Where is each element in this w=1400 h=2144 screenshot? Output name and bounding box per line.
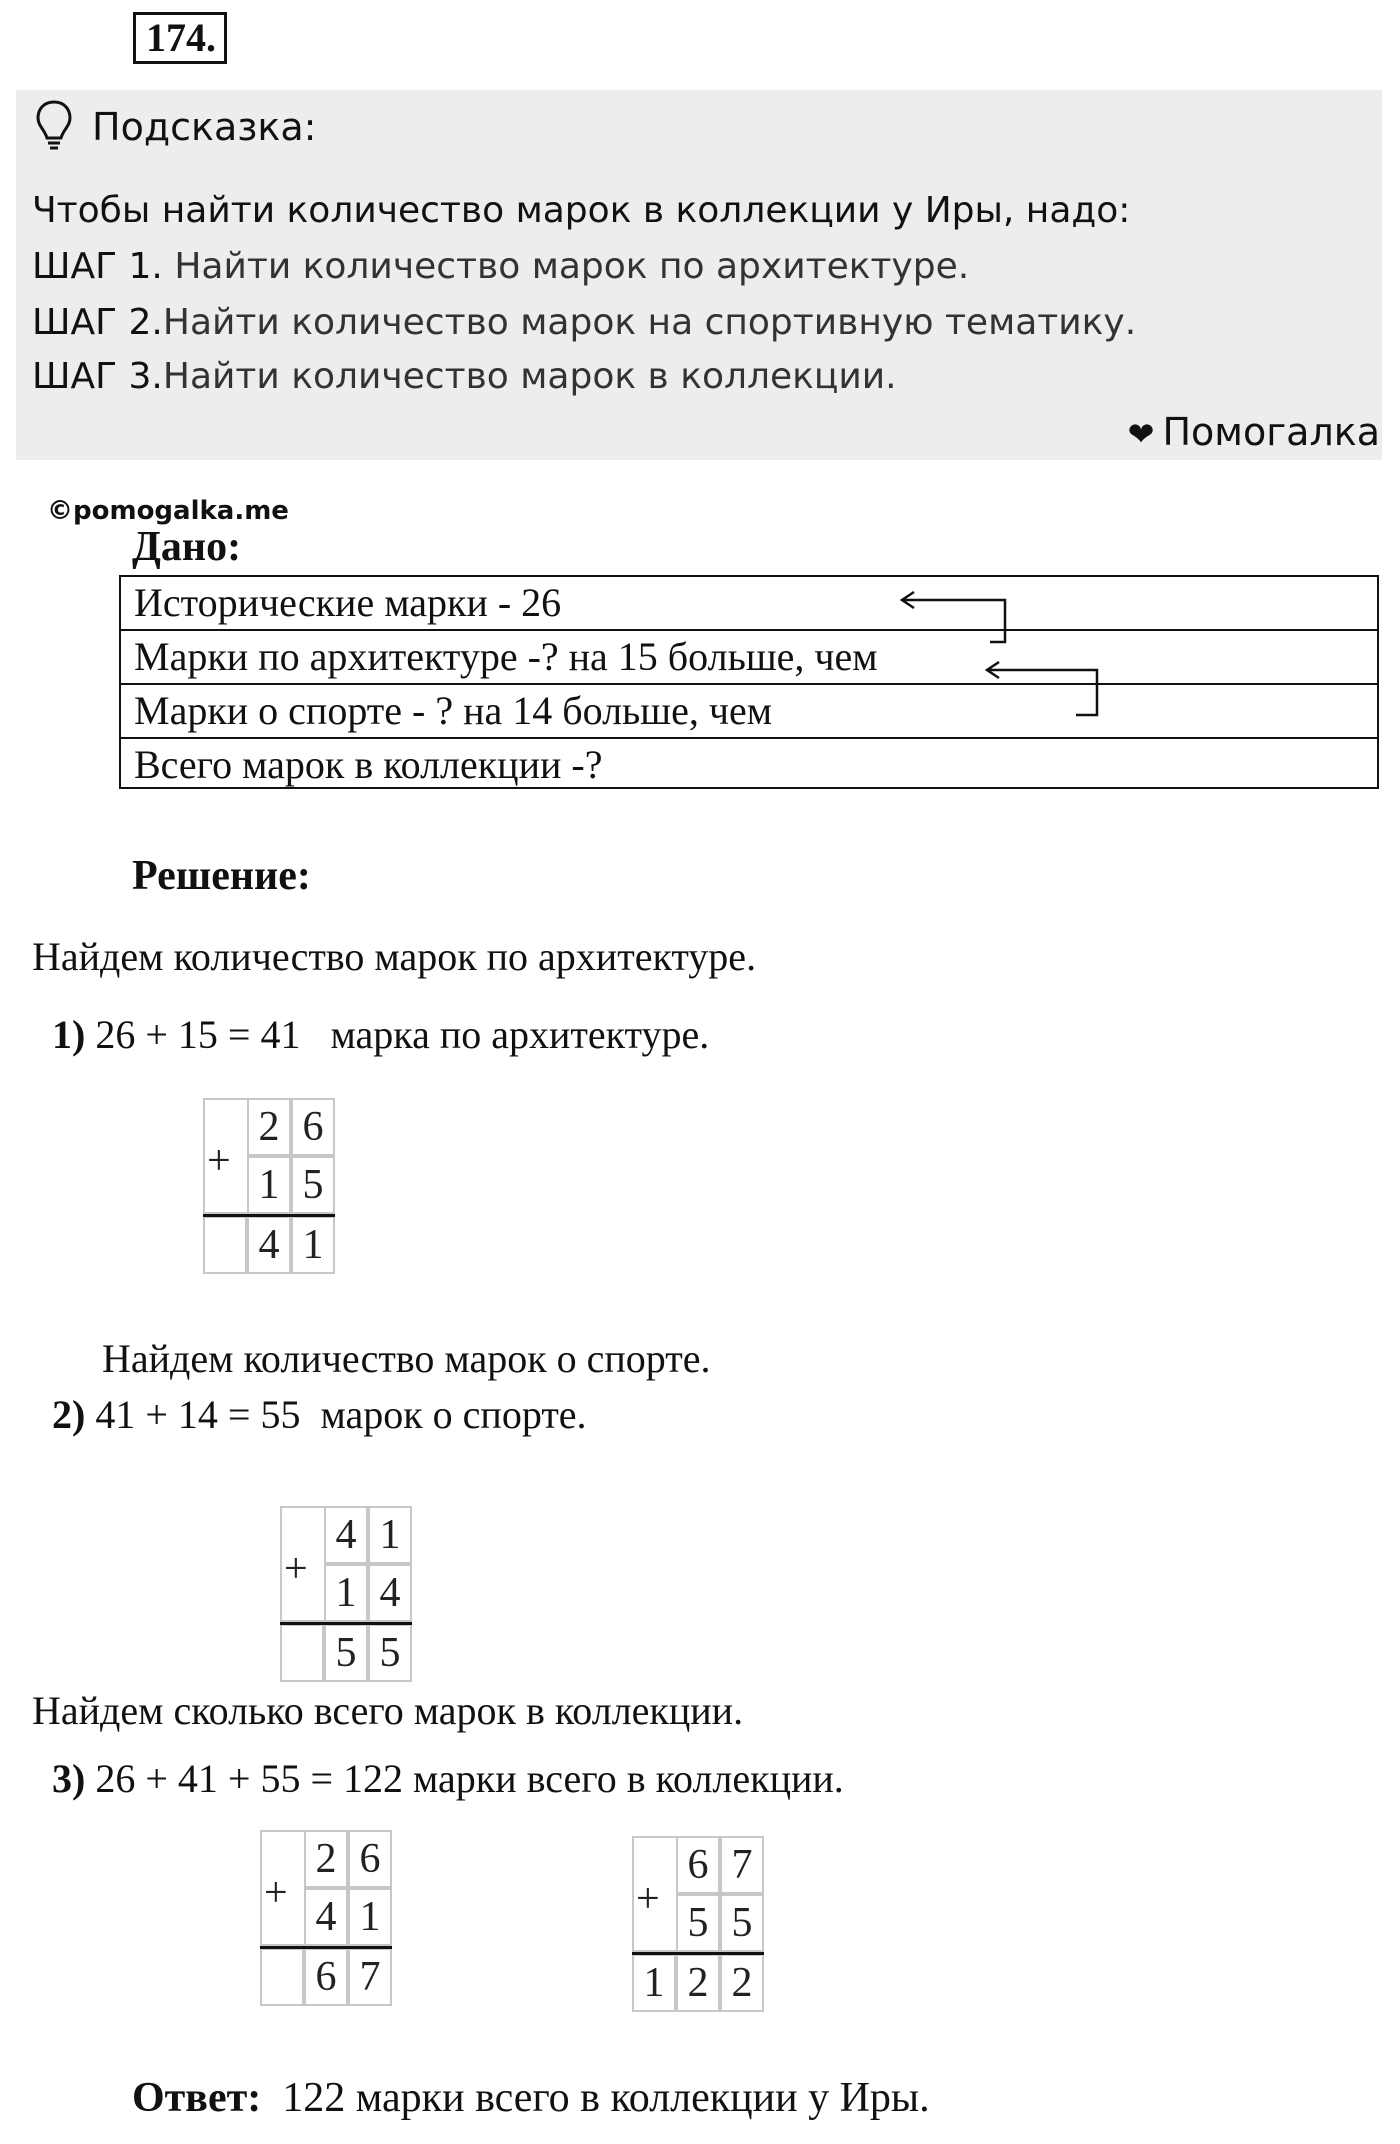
given-row-architecture: Марки по архитектуре -? на 15 больше, чем (134, 634, 878, 679)
plus-sign: + (284, 1546, 308, 1592)
step-3-equation (52, 1752, 844, 1806)
digit-cell: 1 (348, 1888, 392, 1946)
digit-cell: 2 (676, 1954, 720, 2012)
step-1-expression: 26 + 15 = 41 (95, 1012, 301, 1057)
watermark: ©pomogalka.me (47, 496, 289, 526)
step-2-number: 2) (52, 1392, 86, 1437)
digit-cell: 2 (304, 1830, 348, 1888)
blank-cell (632, 1836, 676, 1952)
digit-cell: 5 (324, 1624, 368, 1682)
digit-cell: 7 (720, 1836, 764, 1894)
brand-name: Помогалка (1162, 410, 1380, 454)
step-1-suffix: марка по архитектуре. (330, 1012, 710, 1057)
hint-step-2-text: Найти количество марок на спортивную тематику. (162, 302, 1137, 343)
step-3-caption: Найдем сколько всего марок в коллекции. (32, 1688, 744, 1733)
digit-cell: 6 (291, 1098, 335, 1156)
sum-line (632, 1952, 764, 1955)
digit-cell: 4 (247, 1216, 291, 1274)
blank-cell (280, 1506, 324, 1622)
digit-cell: 1 (632, 1954, 676, 2012)
digit-cell: 1 (291, 1216, 335, 1274)
plus-sign: + (207, 1138, 231, 1184)
step-1-caption: Найдем количество марок по архитектуре. (32, 934, 757, 979)
digit-cell: 5 (720, 1894, 764, 1952)
sum-line (280, 1622, 412, 1625)
digit-cell: 2 (720, 1954, 764, 2012)
step-2-equation (52, 1388, 587, 1442)
step-1-equation (52, 1008, 709, 1062)
digit-cell: 4 (304, 1888, 348, 1946)
hint-step-1 (32, 241, 969, 293)
digit-cell: 6 (304, 1948, 348, 2006)
lightbulb-icon (34, 98, 74, 154)
hint-step-3-text: Найти количество марок в коллекции. (162, 356, 897, 397)
hint-step-2-label: ШАГ 2. (32, 302, 163, 343)
step-3-expression: 26 + 41 + 55 = 122 (95, 1756, 404, 1801)
blank-cell (203, 1098, 247, 1214)
hint-step-3 (32, 351, 897, 403)
digit-cell: 2 (247, 1098, 291, 1156)
digit-cell: 5 (676, 1894, 720, 1952)
given-row-total: Всего марок в коллекции -? (134, 742, 603, 787)
digit-cell: 5 (368, 1624, 412, 1682)
digit-cell: 1 (247, 1156, 291, 1214)
digit-cell (203, 1216, 247, 1274)
hint-step-1-text: Найти количество марок по архитектуре. (162, 246, 970, 287)
heart-icon: ❤ (1127, 415, 1155, 453)
hint-intro: Чтобы найти количество марок в коллекции у Иры, надо: (32, 190, 1131, 231)
blank-cell (260, 1830, 304, 1946)
plus-sign: + (264, 1870, 288, 1916)
step-3-number: 3) (52, 1756, 86, 1801)
answer-label: Ответ: (132, 2075, 262, 2121)
step-3-suffix: марки всего в коллекции. (413, 1756, 844, 1801)
step-1-number: 1) (52, 1012, 86, 1057)
digit-cell: 6 (676, 1836, 720, 1894)
hint-step-1-label: ШАГ 1. (32, 246, 163, 287)
hint-title: Подсказка: (92, 105, 317, 149)
hint-step-2 (32, 297, 1136, 349)
digit-cell (260, 1948, 304, 2006)
brand-label[interactable] (1128, 406, 1380, 460)
digit-cell: 6 (348, 1830, 392, 1888)
digit-cell: 5 (291, 1156, 335, 1214)
given-row-historical: Исторические марки - 26 (134, 580, 562, 625)
answer-text: 122 марки всего в коллекции у Иры. (261, 2075, 930, 2121)
sum-line (260, 1946, 392, 1949)
step-2-caption: Найдем количество марок о спорте. (102, 1336, 711, 1381)
digit-cell: 1 (324, 1564, 368, 1622)
digit-cell: 7 (348, 1948, 392, 2006)
sum-line (203, 1214, 335, 1217)
given-title: Дано: (132, 524, 242, 570)
task-number: 174. (133, 12, 227, 64)
given-row-sport: Марки о спорте - ? на 14 больше, чем (134, 688, 773, 733)
step-2-suffix: марок о спорте. (320, 1392, 587, 1437)
solution-title: Решение: (132, 853, 311, 899)
digit-cell (280, 1624, 324, 1682)
hint-step-3-label: ШАГ 3. (32, 356, 163, 397)
plus-sign: + (636, 1876, 660, 1922)
answer (132, 2070, 930, 2126)
digit-cell: 1 (368, 1506, 412, 1564)
relation-arrows (880, 580, 1120, 730)
digit-cell: 4 (368, 1564, 412, 1622)
digit-cell: 4 (324, 1506, 368, 1564)
step-2-expression: 41 + 14 = 55 (95, 1392, 301, 1437)
